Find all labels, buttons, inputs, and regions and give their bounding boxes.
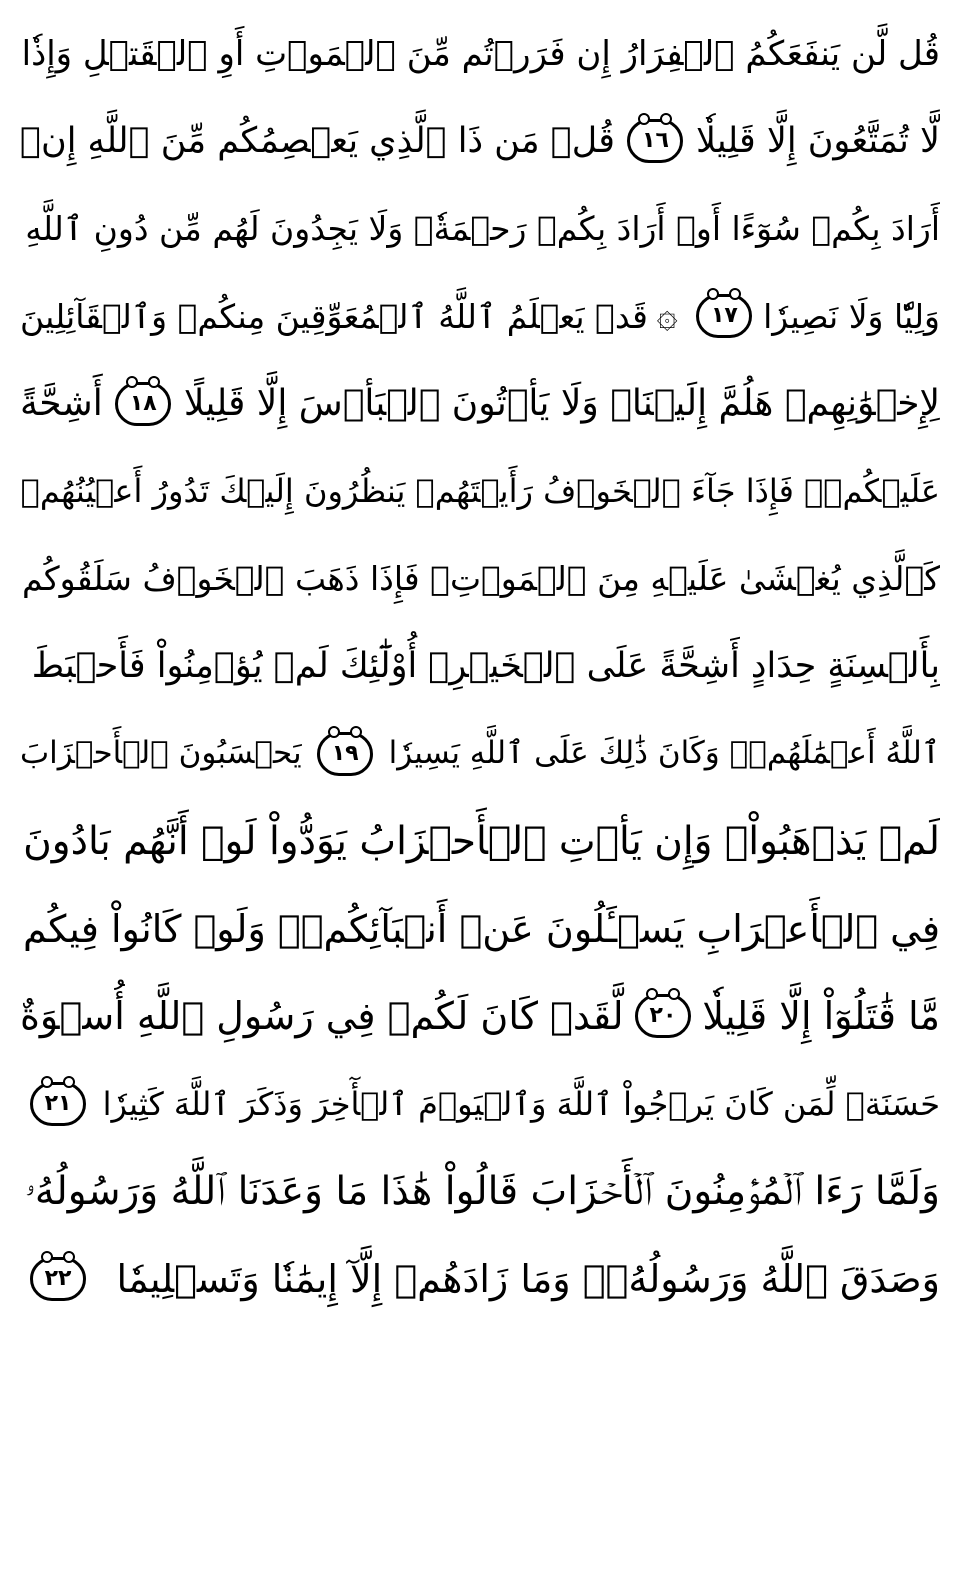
text-line xyxy=(20,10,940,98)
verse-text: لَمۡ يَذۡهَبُواْۖ وَإِن يَأۡتِ ٱلۡأَحۡزَابُ يَوَدُّواْ لَوۡ أَنَّهُم بَادُونَ xyxy=(23,818,940,864)
ayah-number-marker: ١٧ xyxy=(696,294,752,338)
verse-text: قُلۡ مَن ذَا ٱلَّذِي يَعۡصِمُكُم مِّنَ ٱللَّهِ إِنۡ xyxy=(20,120,615,161)
hizb-marker-icon: ۞ xyxy=(656,295,678,337)
verse-text: قَدۡ يَعۡلَمُ ٱللَّهُ ٱلۡمُعَوِّقِينَ مِنكُمۡ وَٱلۡقَآئِلِينَ xyxy=(20,296,648,336)
text-line xyxy=(20,885,940,973)
verse-text: لَّا تُمَتَّعُونَ إِلَّا قَلِيلٗا xyxy=(696,120,940,161)
verse-text: فِي ٱلۡأَعۡرَابِ يَسۡـَٔلُونَ عَنۡ أَنۢبَآئِكُمۡۖ وَلَوۡ كَانُواْ فِيكُم xyxy=(22,906,940,951)
text-line xyxy=(20,710,940,798)
ayah-number-marker: ١٦ xyxy=(627,119,683,163)
verse-text: يَحۡسَبُونَ ٱلۡأَحۡزَابَ xyxy=(20,735,302,772)
verse-text: وَلَمَّا رَءَا ٱلۡمُؤۡمِنُونَ ٱلۡأَحۡزَابَ قَالُواْ هَٰذَا مَا وَعَدَنَا ٱللَّهُ وَرَسُولُهُۥ xyxy=(25,1168,940,1214)
text-line xyxy=(20,1148,940,1236)
text-line xyxy=(20,448,940,536)
text-line xyxy=(20,1235,940,1323)
verse-text: وَلِيّٗا وَلَا نَصِيرٗا xyxy=(763,296,940,336)
verse-text: أَشِحَّةً xyxy=(20,382,103,424)
text-line xyxy=(20,1060,940,1148)
ayah-number-marker: ٢١ xyxy=(30,1082,86,1126)
verse-text: مَّا قَٰتَلُوٓاْ إِلَّا قَلِيلٗا xyxy=(702,994,940,1039)
verse-text: لَّقَدۡ كَانَ لَكُمۡ فِي رَسُولِ ٱللَّهِ أُسۡوَةٌ xyxy=(20,994,624,1039)
text-line xyxy=(20,535,940,623)
ayah-number-marker: ٢٠ xyxy=(635,994,691,1038)
verse-text: حَسَنَةٞ لِّمَن كَانَ يَرۡجُواْ ٱللَّهَ وَٱلۡيَوۡمَ ٱلۡأٓخِرَ وَذَكَرَ ٱللَّهَ كَثِيرٗا xyxy=(102,1084,940,1123)
text-line xyxy=(20,798,940,886)
ayah-number-marker: ١٨ xyxy=(115,382,171,426)
text-line xyxy=(20,360,940,448)
verse-text: بِأَلۡسِنَةٍ حِدَادٍ أَشِحَّةً عَلَى ٱلۡخَيۡرِۚ أُوْلَٰٓئِكَ لَمۡ يُؤۡمِنُواْ فَأَحۡبَطَ xyxy=(31,645,940,686)
verse-text: لِإِخۡوَٰنِهِمۡ هَلُمَّ إِلَيۡنَاۖ وَلَا يَأۡتُونَ ٱلۡبَأۡسَ إِلَّا قَلِيلًا xyxy=(183,382,940,424)
verse-text: أَرَادَ بِكُمۡ سُوٓءًا أَوۡ أَرَادَ بِكُمۡ رَحۡمَةٗۚ وَلَا يَجِدُونَ لَهُم مِّن دُونِ ٱللَّهِ xyxy=(25,209,940,249)
verse-text: كَٱلَّذِي يُغۡشَىٰ عَلَيۡهِ مِنَ ٱلۡمَوۡتِۖ فَإِذَا ذَهَبَ ٱلۡخَوۡفُ سَلَقُوكُم xyxy=(21,559,940,599)
text-line xyxy=(20,623,940,711)
text-line xyxy=(20,273,940,361)
ayah-number-marker: ٢٢ xyxy=(30,1257,86,1301)
verse-text: عَلَيۡكُمۡۖ فَإِذَا جَآءَ ٱلۡخَوۡفُ رَأَيۡتَهُمۡ يَنظُرُونَ إِلَيۡكَ تَدُورُ أَعۡيُنُهُمۡ xyxy=(20,472,940,511)
text-line xyxy=(20,98,940,186)
verse-text: وَصَدَقَ ٱللَّهُ وَرَسُولُهُۥۚ وَمَا زَادَهُمۡ إِلَّآ إِيمَٰنٗا وَتَسۡلِيمٗا xyxy=(116,1256,940,1301)
text-line xyxy=(20,185,940,273)
text-line xyxy=(20,973,940,1061)
verse-text: قُل لَّن يَنفَعَكُمُ ٱلۡفِرَارُ إِن فَرَرۡتُم مِّنَ ٱلۡمَوۡتِ أَوِ ٱلۡقَتۡلِ وَإِذٗا xyxy=(21,33,940,74)
ayah-number-marker: ١٩ xyxy=(317,732,373,776)
verse-text: ٱللَّهُ أَعۡمَٰلَهُمۡۚ وَكَانَ ذَٰلِكَ عَلَى ٱللَّهِ يَسِيرٗا xyxy=(388,735,940,772)
